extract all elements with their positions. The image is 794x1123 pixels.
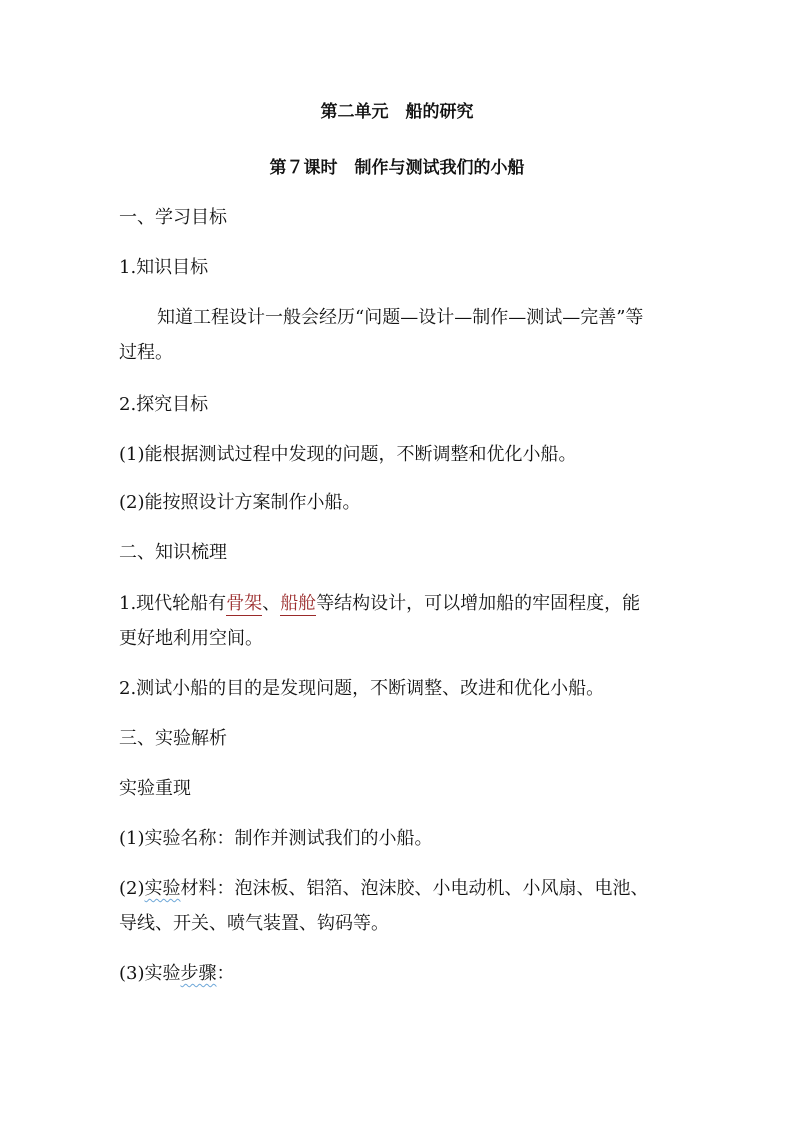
- answer-blank-cabin: 船舱: [280, 593, 317, 614]
- answer-blank-frame: 骨架: [226, 593, 263, 614]
- lesson-title: 第７课时 制作与测试我们的小船: [269, 158, 525, 178]
- inquiry-goal-heading: 2.探究目标: [119, 394, 209, 415]
- knowledge-goal-text-line2: 过程。: [119, 342, 173, 363]
- section-heading-knowledge: 二、知识梳理: [119, 542, 227, 563]
- experiment-subheading: 实验重现: [119, 778, 191, 799]
- inquiry-goal-item-1: (1)能根据测试过程中发现的问题，不断调整和优化小船。: [119, 444, 577, 465]
- inquiry-goal-item-2: (2)能按照设计方案制作小船。: [119, 492, 361, 513]
- point1-prefix: 1.现代轮船有: [119, 593, 227, 614]
- experiment-steps-heading: [119, 963, 235, 985]
- point1-suffix: 等结构设计，可以增加船的牢固程度，能: [316, 593, 641, 614]
- unit-title: 第二单元 船的研究: [320, 102, 474, 122]
- steps-suffix: ：: [216, 963, 235, 984]
- knowledge-point-1-line2: 更好地利用空间。: [119, 628, 263, 649]
- knowledge-goal-heading: 1.知识目标: [119, 257, 209, 278]
- knowledge-point-1-line1: [119, 593, 640, 615]
- steps-prefix: (3)实验: [119, 963, 181, 984]
- knowledge-point-2: 2.测试小船的目的是发现问题，不断调整、改进和优化小船。: [119, 678, 605, 699]
- section-heading-objectives: 一、学习目标: [119, 207, 227, 228]
- section-heading-experiment: 三、实验解析: [119, 728, 227, 749]
- materials-underlined-word: 实验: [144, 878, 181, 899]
- experiment-name: (1)实验名称：制作并测试我们的小船。: [119, 828, 433, 849]
- materials-prefix: (2): [119, 878, 145, 899]
- knowledge-goal-text-line1: 知道工程设计一般会经历“问题—设计—制作—测试—完善”等: [157, 307, 644, 328]
- materials-list: 材料：泡沫板、铝箔、泡沫胶、小电动机、小风扇、电池、: [180, 878, 649, 899]
- steps-underlined-word: 步骤: [180, 963, 217, 984]
- point1-separator: 、: [262, 593, 281, 614]
- experiment-materials-line2: 导线、开关、喷气装置、钩码等。: [119, 913, 389, 934]
- experiment-materials-line1: [119, 878, 649, 900]
